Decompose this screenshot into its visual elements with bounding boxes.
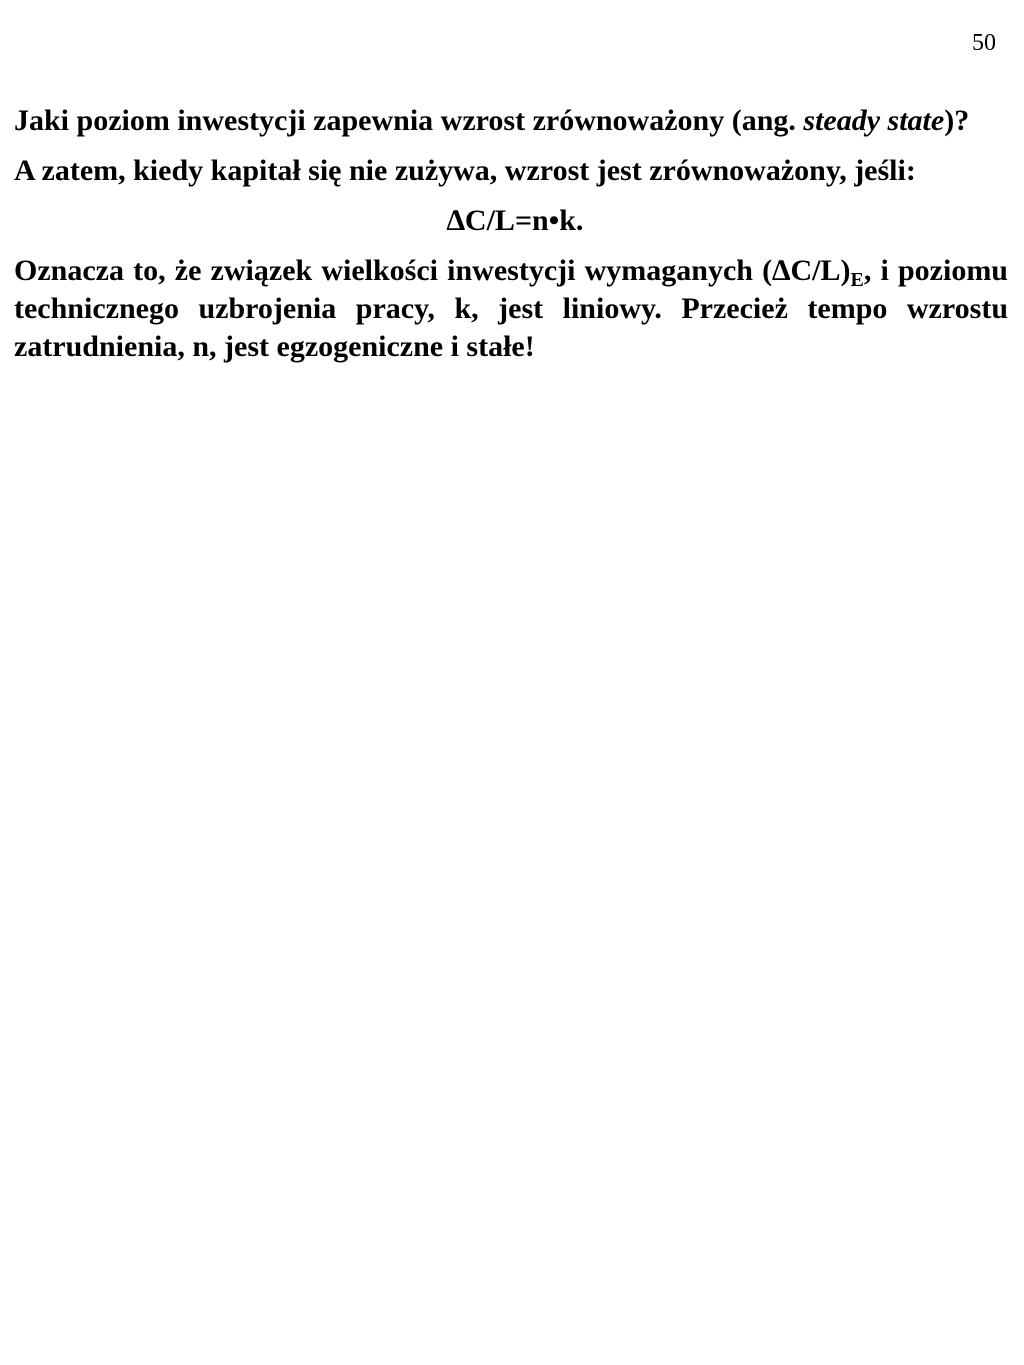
- question-paragraph: [14, 102, 1008, 140]
- question-italic-term: steady state: [803, 104, 945, 137]
- document-body: [14, 102, 1008, 378]
- question-text: Jaki poziom inwestycji zapewnia wzrost zrównoważony (ang.: [14, 104, 804, 137]
- explanation-text-end: , i poziomu technicznego uzbrojenia pracy, k, jest liniowy. Przecież tempo wzrostu zatrudnienia, n, jest egzogeniczne i stałe!: [14, 254, 1008, 363]
- explanation-paragraph: [14, 252, 1008, 366]
- formula: ∆C/L=n•k.: [446, 204, 584, 237]
- subscript-e: E: [850, 269, 864, 291]
- page-number: 50: [972, 30, 996, 56]
- condition-paragraph: A zatem, kiedy kapitał się nie zużywa, wzrost jest zrównoważony, jeśli:: [14, 154, 916, 187]
- question-end: )?: [944, 104, 970, 137]
- explanation-text-start: Oznacza to, że związek wielkości inwestycji wymaganych (∆C/L): [14, 254, 851, 287]
